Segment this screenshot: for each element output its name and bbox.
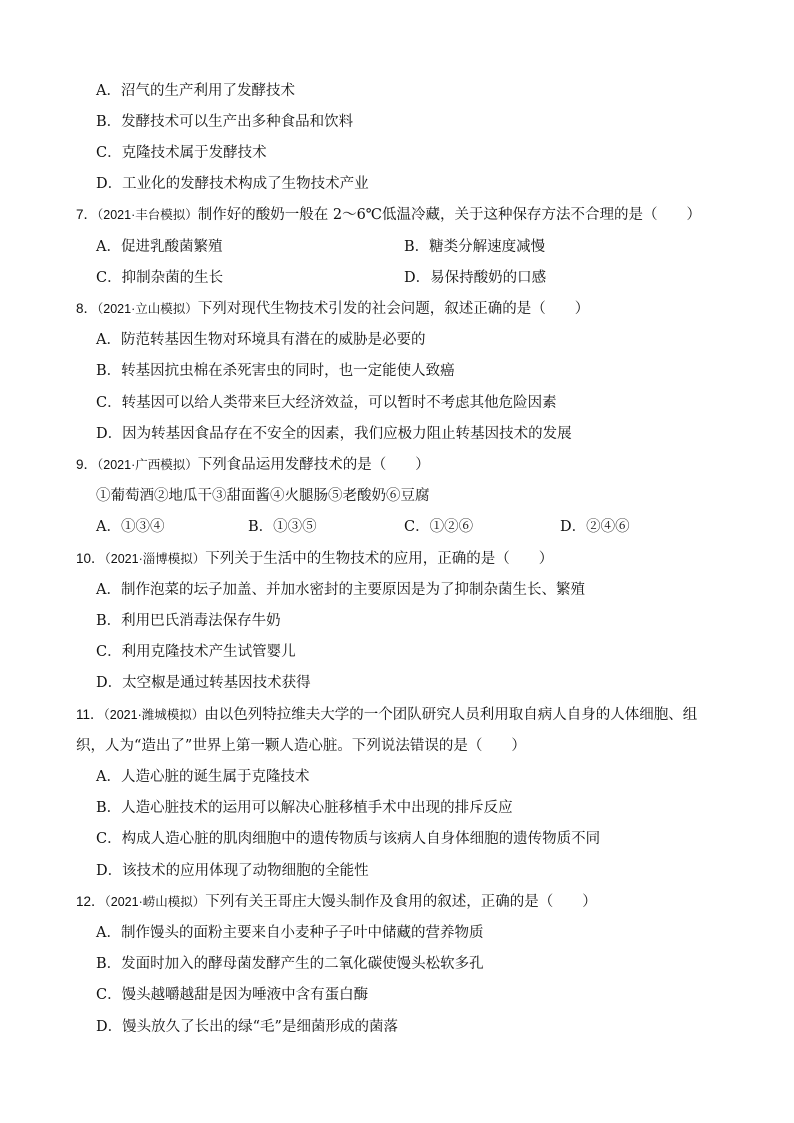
q7-text: 制作好的酸奶一般在 2～6℃低温冷藏，关于这种保存方法不合理的是（ ） [197,207,702,223]
q9-number: 9． [76,457,98,472]
q8-option-b: B．转基因抗虫棉在杀死害虫的同时，也一定能使人致癌 [96,363,455,379]
q9-source: （2021·广西模拟） [97,458,198,472]
q11-text-line1: 由以色列特拉维夫大学的一个团队研究人员利用取自病人自身的人体细胞、组 [204,707,698,723]
q11-stem-line1 [76,705,697,725]
q11-option-a: A．人造心脏的诞生属于克隆技术 [96,769,310,785]
q8-option-c: C．转基因可以给人类带来巨大经济效益，可以暂时不考虑其他危险因素 [96,395,557,411]
q7-option-a: A．促进乳酸菌繁殖 [96,239,223,255]
q7-number: 7． [76,207,98,222]
q12-text: 下列有关王哥庄大馒头制作及食用的叙述，正确的是（ ） [205,894,597,910]
q9-option-c: C．①②⑥ [404,519,474,535]
q9-stem [76,455,430,475]
q12-stem [76,892,597,912]
q12-option-c: C．馒头越嚼越甜是因为唾液中含有蛋白酶 [96,987,369,1003]
q7-option-c: C．抑制杂菌的生长 [96,270,224,286]
q9-option-b: B．①③⑤ [248,519,317,535]
q7-option-d: D．易保持酸奶的口感 [404,270,547,286]
q8-stem [76,299,589,319]
q6-option-a: A．沼气的生产利用了发酵技术 [96,83,295,99]
q8-option-a: A．防范转基因生物对环境具有潜在的威胁是必要的 [96,332,426,348]
q7-source: （2021·丰台模拟） [97,208,198,222]
q9-text: 下列食品运用发酵技术的是（ ） [197,457,430,473]
q10-option-c: C．利用克隆技术产生试管婴儿 [96,644,296,660]
q10-option-d: D．太空椒是通过转基因技术获得 [96,675,311,691]
q6-option-d: D．工业化的发酵技术构成了生物技术产业 [96,176,369,192]
q8-number: 8． [76,301,98,316]
q12-option-d: D．馒头放久了长出的绿“毛”是细菌形成的菌落 [96,1019,398,1035]
q12-option-b: B．发面时加入的酵母菌发酵产生的二氧化碳使馒头松软多孔 [96,956,484,972]
q8-source: （2021·立山模拟） [97,302,198,316]
q12-source: （2021·崂山模拟） [104,895,206,909]
q11-number: 11． [76,707,104,722]
q11-option-c: C．构成人造心脏的肌肉细胞中的遗传物质与该病人自身体细胞的遗传物质不同 [96,831,601,847]
q9-items: ①葡萄酒②地瓜干③甜面酱④火腿肠⑤老酸奶⑥豆腐 [96,488,430,504]
q6-option-b: B．发酵技术可以生产出多种食品和饮料 [96,114,354,130]
q11-option-b: B．人造心脏技术的运用可以解决心脏移植手术中出现的排斥反应 [96,800,513,816]
q12-number: 12． [76,894,105,909]
q7-stem [76,205,701,225]
q6-option-c: C．克隆技术属于发酵技术 [96,145,267,161]
q10-source: （2021·淄博模拟） [104,552,206,566]
q12-option-a: A．制作馒头的面粉主要来自小麦种子子叶中储藏的营养物质 [96,925,484,941]
q10-number: 10． [76,551,105,566]
q7-option-b: B．糖类分解速度减慢 [404,239,546,255]
q8-option-d: D．因为转基因食品存在不安全的因素，我们应极力阻止转基因技术的发展 [96,426,572,442]
q9-option-d: D．②④⑥ [560,519,630,535]
q10-option-a: A．制作泡菜的坛子加盖、并加水密封的主要原因是为了抑制杂菌生长、繁殖 [96,582,585,598]
q8-text: 下列对现代生物技术引发的社会问题，叙述正确的是（ ） [197,301,590,317]
q11-stem-line2: 织，人为“造出了”世界上第一颗人造心脏。下列说法错误的是（ ） [76,738,526,754]
q11-option-d: D．该技术的应用体现了动物细胞的全能性 [96,863,369,879]
q10-option-b: B．利用巴氏消毒法保存牛奶 [96,613,281,629]
q10-text: 下列关于生活中的生物技术的应用，正确的是（ ） [205,551,554,567]
q10-stem [76,549,553,569]
q11-source: （2021·潍城模拟） [103,708,205,722]
q9-option-a: A．①③④ [96,519,165,535]
